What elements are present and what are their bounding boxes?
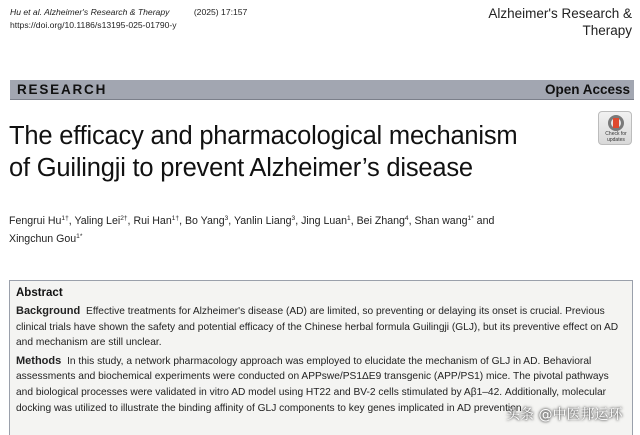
abstract-title: Abstract [16,287,63,299]
title-line-1: The efficacy and pharmacological mechanism [9,122,518,150]
author-name-text: Yanlin Liang [234,215,292,227]
author-list: Fengrui $Hu^{1\dagger}$, Yaling Lei$^{2\dagger}$, Rui Han$^{1\dagger}$, Bo Yang$^3$, Yanlin Liang$^3$, Jing Luan$^1$, Bei Zhang$^4$, Shan wang$^{1*}$ and Xingchun Gou$^{1*}$ [9,215,495,245]
author-name-text: Fengrui Hu [9,215,62,227]
open-access-label: Open Access [544,82,630,97]
check-updates-text [599,132,633,143]
author-affiliation: 4 [404,215,409,222]
section-bar [10,80,634,100]
background-heading: Background [16,305,81,317]
author-affiliation: 1† [171,215,180,222]
author-affiliation: 3 [224,215,229,222]
author-name[interactable] [9,233,82,245]
author-affiliation: 1 [347,215,351,222]
author-affiliation: 2† [120,215,128,222]
title-line-2: of Guilingji to prevent Alzheimer’s disease [9,154,473,182]
author-name[interactable] [9,215,69,227]
author-affiliation: 1† [61,215,69,222]
author-affiliation: 3 [291,215,296,222]
author-name[interactable] [301,215,351,227]
author-name[interactable] [357,215,409,227]
article-title [9,120,579,184]
author-name-text: Rui Han [133,215,172,227]
background-text: Effective treatments for Alzheimer's disease (AD) are limited, so preventing or delaying its onset is crucial. Previous clinical trials have shown the safety and potential efficacy of the Chinese herbal formula Guilingji (GLJ), but its preventive effect on AD and mechanism are still unclear. [16,306,619,349]
check-updates-line-2: updates [607,136,625,143]
methods-heading: Methods [16,354,62,367]
author-name-text: Shan wang [414,215,468,227]
brand-line-1: Alzheimer's Research & [488,6,632,21]
author-name-text: Bei Zhang [356,215,405,227]
author-name-text: Bo Yang [184,215,225,227]
check-for-updates-button[interactable] [598,111,632,145]
year-volume: (2025) 17:157 [193,7,248,17]
author-name[interactable] [414,215,473,227]
author-name-text: Yaling Lei [74,215,121,227]
author-name-text: Jing Luan [301,215,348,227]
methods-text: In this study, a network pharmacology approach was employed to elucidate the mechanism of GLJ in AD. Behavioral assessments and biochemical experiments were conducted on APPswe/PS1ΔE9 transgenic (APP/PS1) mice. The pivotal pathways and biological processes were validated in vitro AD model using HT22 and BV-2 cells stimulated by Aβ1–42. Additionally, molecular docking was utilized to illustrate the binding affinity of GLJ components to key genes implicated in AD prevention. [16,355,609,414]
abstract-body [16,304,628,419]
author-name[interactable] [74,215,127,227]
bookmark-icon [613,118,619,128]
citation-block [10,6,247,32]
author-name[interactable] [234,215,295,227]
author-name-text: Xingchun Gou [9,233,77,245]
section-label: RESEARCH [17,82,108,97]
check-updates-line-1: Check for [605,131,627,137]
brand-line-2: Therapy [582,23,632,38]
journal-brand [442,5,632,39]
background-paragraph [16,304,628,351]
author-conjunction: and [476,215,495,227]
author-affiliation: 1* [467,215,474,222]
watermark: 头条 @中医邦运环 [506,407,623,423]
doi-link[interactable]: https://doi.org/10.1186/s13195-025-01790-y [10,20,177,30]
journal-citation: Hu et al. Alzheimer's Research & Therapy [10,7,170,17]
author-name[interactable] [133,215,179,227]
author-name[interactable] [185,215,228,227]
author-affiliation: 1* [76,233,83,240]
